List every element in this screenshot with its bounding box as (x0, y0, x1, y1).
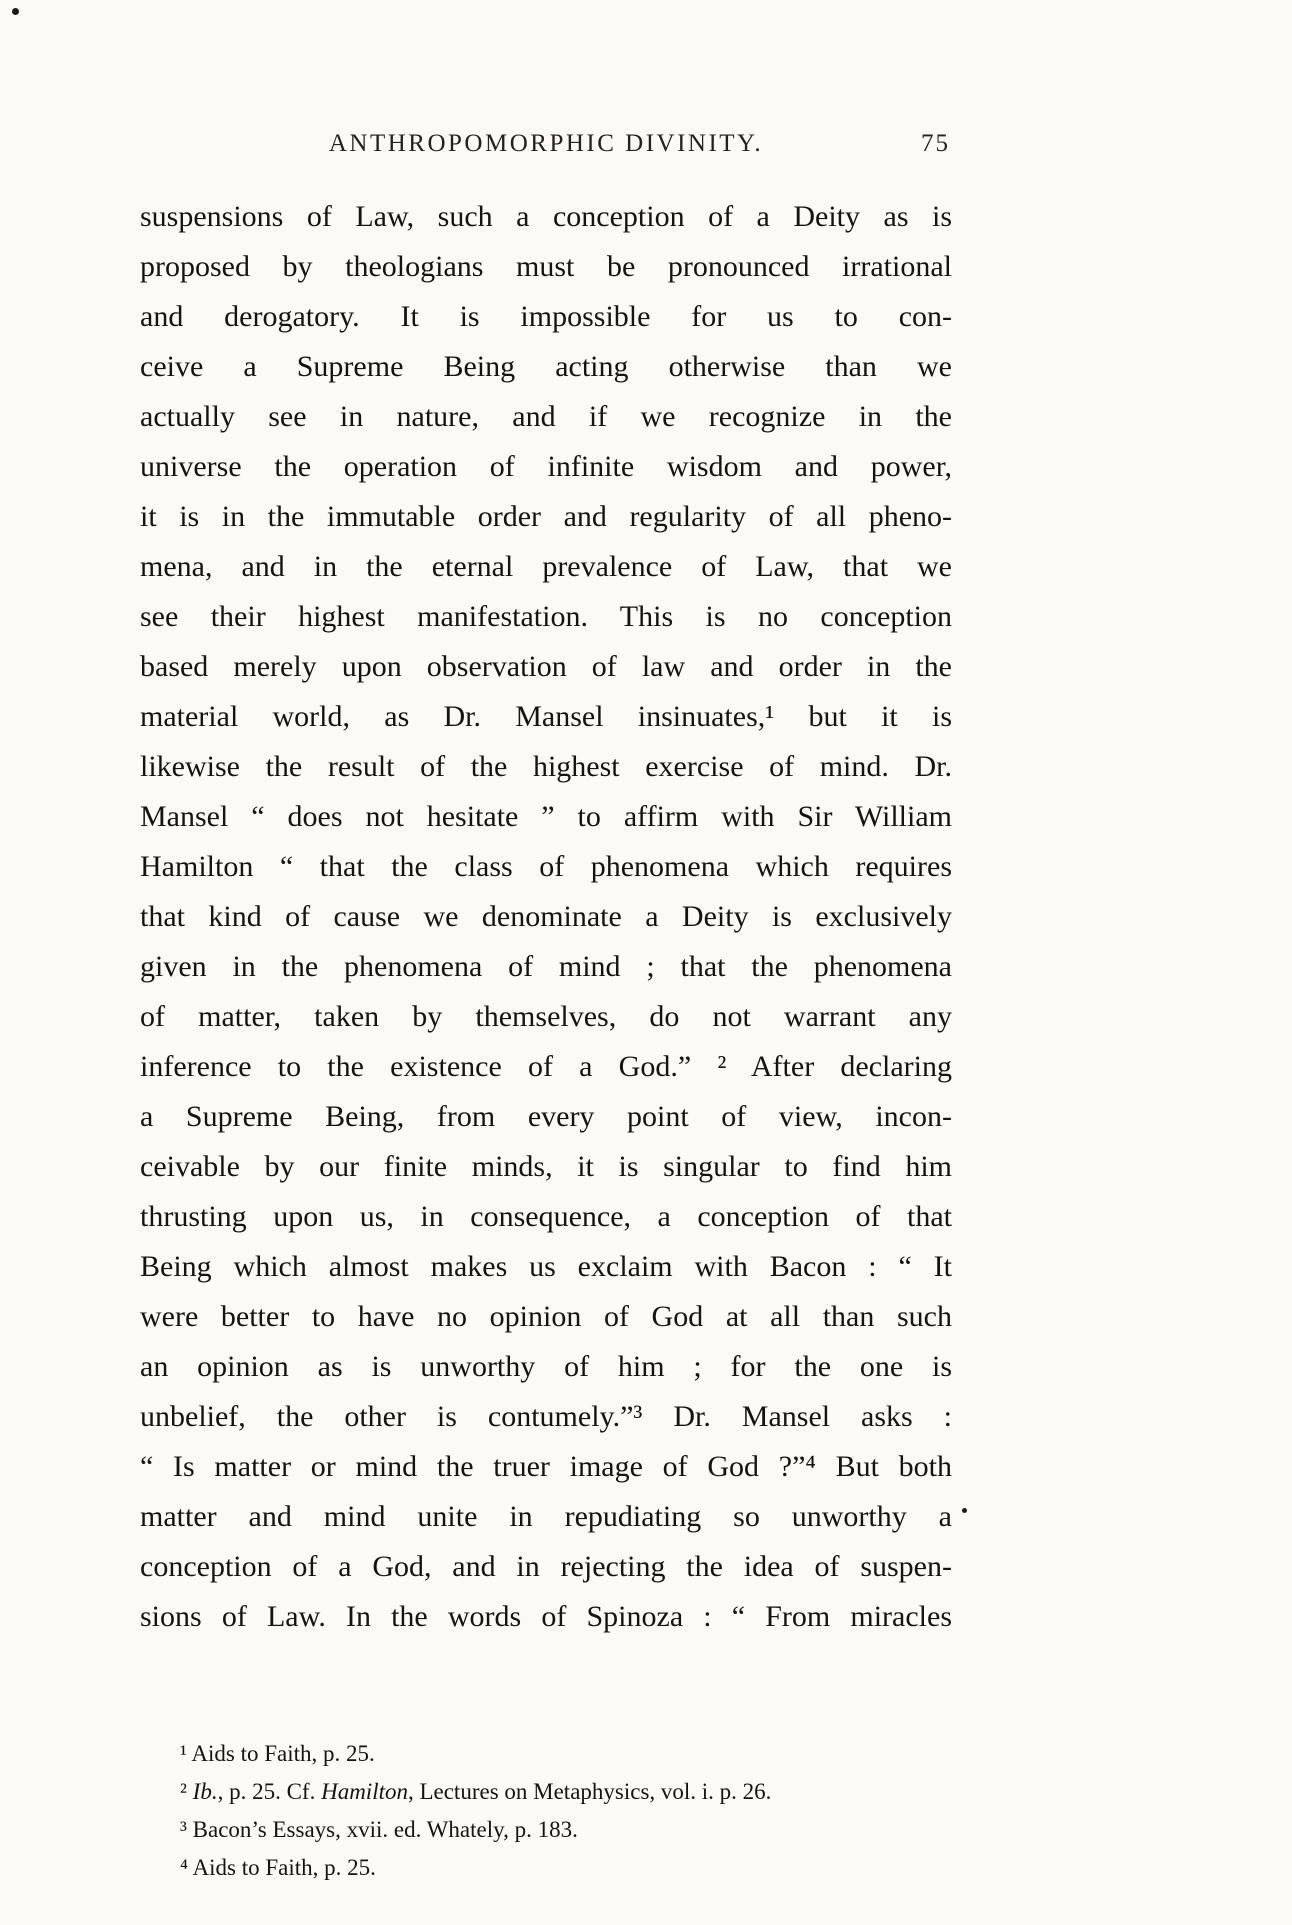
text-line: based merely upon observation of law and order in the (140, 650, 952, 683)
text-line: Hamilton “ that the class of phenomena which requires (140, 850, 952, 883)
text-line: an opinion as is unworthy of him ; for the one is (140, 1350, 952, 1383)
text-line: thrusting upon us, in consequence, a conception of that (140, 1200, 952, 1233)
text-line: Mansel “ does not hesitate ” to affirm with Sir William (140, 800, 952, 833)
page-header (140, 130, 952, 166)
text-line: a Supreme Being, from every point of view, incon- (140, 1100, 952, 1133)
footnotes (140, 1735, 952, 1887)
text-line: sions of Law. In the words of Spinoza : “ From miracles (140, 1600, 952, 1633)
footnote (140, 1811, 952, 1849)
text-line: material world, as Dr. Mansel insinuates,¹ but it is (140, 700, 952, 733)
footnote-text: ¹ Aids to Faith, p. 25. (180, 1741, 375, 1766)
footnote-text: ² (180, 1779, 193, 1804)
text-line: mena, and in the eternal prevalence of Law, that we (140, 550, 952, 583)
text-line: inference to the existence of a God.” ² After declaring (140, 1050, 952, 1083)
body-text (140, 192, 952, 1642)
page-number: 75 (921, 130, 950, 157)
text-line: ceive a Supreme Being acting otherwise than we (140, 350, 952, 383)
text-line: Being which almost makes us exclaim with Bacon : “ It (140, 1250, 952, 1283)
text-line: ceivable by our finite minds, it is singular to find him (140, 1150, 952, 1183)
text-line: likewise the result of the highest exercise of mind. Dr. (140, 750, 952, 783)
text-line: “ Is matter or mind the truer image of God ?”⁴ But both (140, 1450, 952, 1483)
scan-speck (962, 1508, 967, 1513)
footnote (140, 1849, 952, 1887)
text-line: given in the phenomena of mind ; that the phenomena (140, 950, 952, 983)
text-line: of matter, taken by themselves, do not warrant any (140, 1000, 952, 1033)
footnote (140, 1773, 952, 1811)
text-line: proposed by theologians must be pronounced irrational (140, 250, 952, 283)
footnote-citation-italic: Hamilton (321, 1779, 408, 1804)
footnote-text: ³ Bacon’s Essays, xvii. ed. Whately, p. 183. (180, 1817, 578, 1842)
footnote-citation-italic: Ib. (192, 1779, 218, 1804)
text-line: and derogatory. It is impossible for us to con- (140, 300, 952, 333)
footnote-text: , Lectures on Metaphysics, vol. i. p. 26. (407, 1779, 772, 1804)
text-line: suspensions of Law, such a conception of a Deity as is (140, 200, 952, 233)
text-line: conception of a God, and in rejecting the idea of suspen- (140, 1550, 952, 1583)
text-line: it is in the immutable order and regularity of all pheno- (140, 500, 952, 533)
text-line: that kind of cause we denominate a Deity is exclusively (140, 900, 952, 933)
text-line: see their highest manifestation. This is no conception (140, 600, 952, 633)
text-line: were better to have no opinion of God at all than such (140, 1300, 952, 1333)
text-line: unbelief, the other is contumely.”³ Dr. Mansel asks : (140, 1400, 952, 1433)
footnote-text: ⁴ Aids to Faith, p. 25. (180, 1855, 376, 1880)
scan-speck (12, 8, 19, 15)
text-line: actually see in nature, and if we recognize in the (140, 400, 952, 433)
footnote-text: , p. 25. Cf. (217, 1779, 322, 1804)
footnote (140, 1735, 952, 1773)
running-title: ANTHROPOMORPHIC DIVINITY. (328, 130, 764, 157)
text-line: universe the operation of infinite wisdom and power, (140, 450, 952, 483)
text-line: matter and mind unite in repudiating so unworthy a (140, 1500, 952, 1533)
